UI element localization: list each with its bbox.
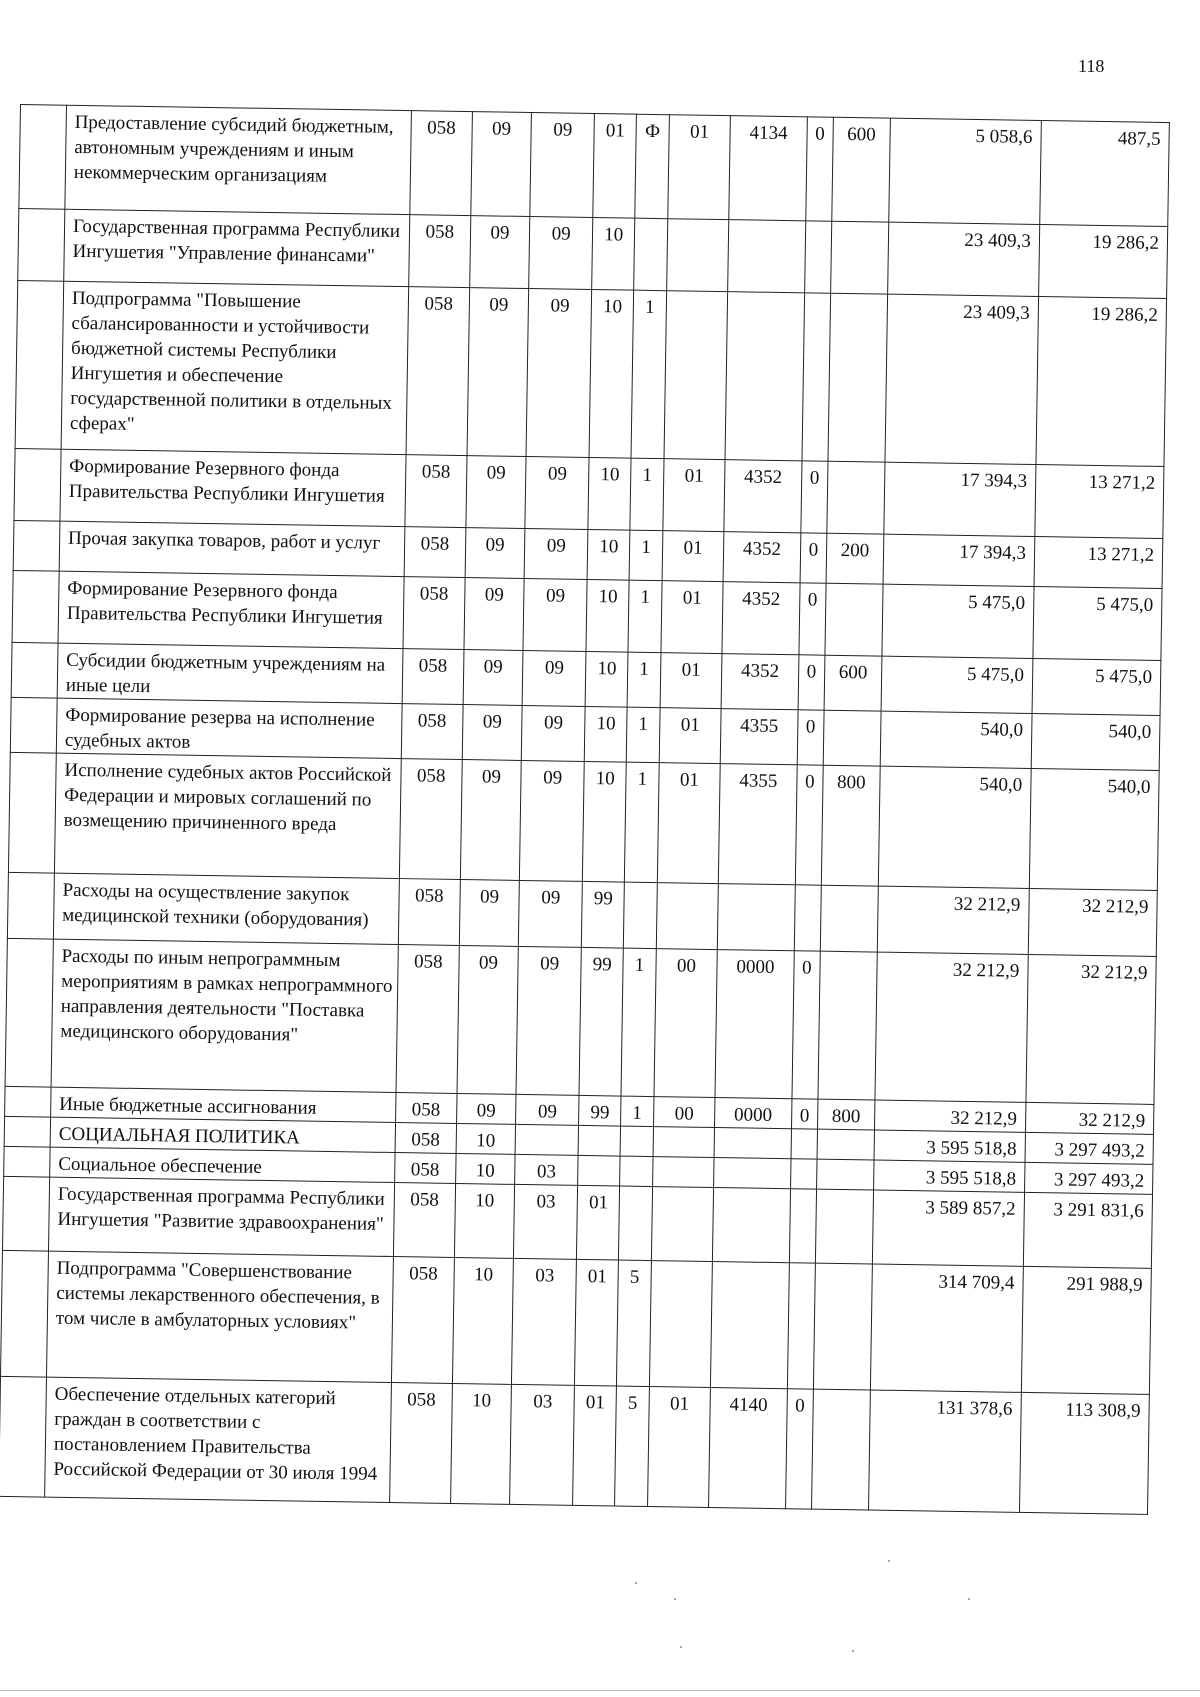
code-subsection: 09 — [516, 946, 582, 1095]
amount-2: 487,5 — [1040, 121, 1170, 227]
code-expense-type — [827, 461, 885, 534]
code-section: 09 — [457, 946, 518, 1095]
row-name: Социальное обеспечение — [50, 1147, 395, 1182]
code-expense-type: 200 — [826, 533, 884, 584]
code-digit: 0 — [785, 1389, 813, 1509]
code-ministry: 058 — [409, 111, 472, 216]
code-program: 10 — [592, 218, 635, 291]
amount-2: 13 271,2 — [1034, 536, 1163, 588]
code-main-activity — [656, 883, 718, 950]
code-program: 10 — [585, 706, 627, 762]
indent-cell — [4, 1146, 50, 1177]
code-expense-type — [823, 710, 881, 766]
amount-1: 17 394,3 — [884, 462, 1036, 536]
amount-2: 3 297 493,2 — [1025, 1132, 1154, 1164]
indent-cell — [4, 1116, 50, 1147]
code-program: 01 — [573, 1385, 616, 1506]
code-expense-type — [831, 221, 889, 294]
scan-speck — [968, 1598, 970, 1600]
code-subsection: 09 — [516, 1094, 580, 1125]
code-section: 09 — [466, 456, 526, 529]
code-main-activity: 01 — [659, 708, 721, 764]
indent-cell — [2, 1176, 49, 1251]
code-direction: 4355 — [720, 709, 797, 765]
indent-cell — [11, 642, 58, 698]
code-expense-type: 800 — [817, 1099, 874, 1130]
row-name: Расходы на осуществление закупок медицинской техники (оборудования) — [53, 873, 399, 944]
code-direction: 4140 — [709, 1388, 787, 1509]
code-expense-type — [828, 293, 888, 462]
code-section: 10 — [450, 1383, 511, 1504]
code-direction: 4352 — [722, 582, 800, 655]
row-name: Обеспечение отдельных категорий граждан в соответствии с постановлением Правительства Российской Федерации от 30 июля 1994 — [45, 1377, 392, 1502]
amount-2: 19 286,2 — [1036, 297, 1167, 467]
code-ministry: 058 — [403, 577, 465, 650]
amount-2: 5 475,0 — [1032, 658, 1161, 715]
row-name: Прочая закупка товаров, работ и услуг — [59, 521, 404, 576]
code-subsection: 09 — [518, 880, 582, 947]
code-subsection: 03 — [515, 1154, 579, 1185]
budget-table — [0, 104, 1170, 1515]
code-main-activity: 01 — [647, 1387, 710, 1508]
code-direction — [714, 1128, 791, 1159]
amount-1: 17 394,3 — [883, 534, 1035, 586]
code-digit — [790, 1159, 817, 1189]
code-subsection: 09 — [519, 760, 584, 881]
row-name: Формирование Резервного фонда Правительства Республики Ингушетия — [60, 449, 406, 526]
code-subsection: 03 — [510, 1384, 575, 1505]
code-subsection: 09 — [524, 528, 588, 579]
amount-1: 23 409,3 — [885, 294, 1039, 464]
table-row — [15, 280, 1166, 466]
table-body — [0, 105, 1169, 1515]
code-direction — [711, 1262, 790, 1389]
code-ministry: 058 — [391, 1257, 454, 1384]
amount-2: 113 308,9 — [1019, 1392, 1149, 1514]
code-expense-type — [817, 1159, 874, 1190]
code-direction — [713, 1188, 791, 1263]
code-subprogram — [618, 1186, 652, 1261]
amount-2: 3 291 831,6 — [1023, 1192, 1152, 1268]
code-subsection: 09 — [525, 456, 590, 529]
code-program — [578, 1155, 620, 1186]
code-main-activity: 01 — [668, 115, 731, 220]
code-direction: 4352 — [721, 654, 798, 710]
code-subprogram: 1 — [630, 458, 664, 531]
code-direction: 0000 — [715, 1098, 792, 1129]
code-main-activity: 01 — [657, 763, 720, 884]
code-program: 10 — [589, 290, 633, 459]
code-direction: 4352 — [724, 460, 802, 533]
amount-1: 3 589 857,2 — [872, 1190, 1024, 1266]
amount-2: 5 475,0 — [1033, 586, 1162, 660]
amount-1: 32 212,9 — [875, 952, 1028, 1102]
code-main-activity — [666, 219, 728, 292]
code-section: 09 — [471, 112, 532, 217]
code-program: 01 — [575, 1259, 619, 1386]
code-expense-type — [815, 1189, 873, 1264]
code-program: 99 — [582, 881, 625, 948]
code-direction: 4134 — [729, 116, 807, 221]
row-name: Формирование резерва на исполнение судебных актов — [56, 698, 402, 758]
amount-1: 32 212,9 — [877, 886, 1029, 954]
code-subprogram: 1 — [631, 290, 666, 458]
indent-cell — [8, 752, 56, 873]
amount-1: 3 595 518,8 — [873, 1160, 1024, 1192]
code-ministry: 058 — [396, 945, 460, 1094]
row-name: Исполнение судебных актов Российской Федерации и мировых соглашений по возмещению причиненного вреда — [54, 753, 401, 878]
row-name: Субсидии бюджетным учреждениям на иные цели — [57, 643, 403, 703]
amount-2: 540,0 — [1031, 713, 1160, 770]
code-expense-type: 600 — [832, 117, 891, 222]
amount-1: 314 709,4 — [870, 1264, 1023, 1392]
code-subsection: 09 — [521, 705, 585, 761]
amount-1: 5 475,0 — [881, 656, 1033, 713]
code-program: 99 — [579, 1095, 621, 1126]
code-main-activity — [651, 1187, 713, 1262]
code-expense-type — [825, 583, 883, 656]
code-digit: 0 — [795, 765, 823, 885]
code-ministry: 058 — [399, 759, 462, 880]
code-program: 01 — [577, 1185, 620, 1260]
row-name: СОЦИАЛЬНАЯ ПОЛИТИКА — [50, 1117, 395, 1152]
code-subprogram: 1 — [627, 652, 661, 708]
indent-cell — [5, 938, 53, 1087]
indent-cell — [7, 872, 54, 939]
amount-2: 13 271,2 — [1035, 465, 1164, 539]
code-digit: 0 — [797, 710, 824, 765]
code-program: 10 — [583, 761, 626, 882]
code-direction — [728, 220, 806, 293]
code-section: 09 — [459, 880, 519, 947]
code-subsection: 09 — [530, 113, 595, 218]
code-main-activity: 00 — [654, 949, 718, 1098]
row-name: Расходы по иным непрограммным мероприятиям в рамках непрограммного направления деятельности "Поставка медицинского оборудования" — [51, 939, 398, 1092]
code-subprogram: 5 — [616, 1260, 651, 1387]
code-ministry: 058 — [404, 527, 466, 578]
code-section: 10 — [454, 1183, 514, 1258]
indent-cell — [18, 208, 65, 281]
scan-speck — [888, 1560, 890, 1562]
code-digit: 0 — [800, 533, 827, 583]
code-digit: 0 — [799, 583, 826, 655]
code-section: 09 — [465, 528, 525, 579]
code-main-activity: 01 — [660, 653, 722, 709]
table-row — [8, 752, 1159, 890]
code-subsection: 09 — [529, 217, 594, 290]
code-digit — [794, 885, 821, 951]
amount-2: 32 212,9 — [1028, 888, 1157, 956]
code-subprogram: 1 — [621, 948, 656, 1096]
amount-2: 3 297 493,2 — [1024, 1162, 1153, 1194]
code-digit — [802, 293, 831, 461]
code-expense-type — [820, 885, 878, 952]
amount-1: 131 378,6 — [868, 1390, 1021, 1512]
code-program: 10 — [588, 457, 631, 530]
indent-cell — [14, 448, 61, 521]
code-ministry: 058 — [395, 1123, 457, 1154]
code-ministry: 058 — [393, 1183, 455, 1258]
code-section: 10 — [452, 1257, 513, 1384]
code-direction: 4355 — [718, 764, 796, 885]
code-digit — [787, 1263, 815, 1389]
amount-1: 3 595 518,8 — [874, 1130, 1025, 1162]
code-subprogram: 1 — [629, 530, 663, 581]
table-row — [19, 105, 1169, 227]
code-subsection — [515, 1124, 579, 1155]
code-subprogram — [620, 1156, 653, 1187]
code-subsection: 03 — [513, 1184, 578, 1259]
scan-speck — [674, 1598, 676, 1600]
row-name: Предоставление субсидий бюджетным, автономным учреждениям и иным некоммерческим организациям — [65, 105, 411, 214]
code-digit — [789, 1189, 816, 1263]
code-subprogram: 1 — [621, 1096, 654, 1127]
code-ministry: 058 — [406, 287, 470, 456]
page-number: 118 — [1078, 56, 1105, 76]
code-expense-type: 600 — [824, 655, 882, 711]
code-subsection: 09 — [523, 578, 588, 651]
code-main-activity — [653, 1127, 715, 1158]
code-subsection: 09 — [522, 650, 586, 706]
code-program: 01 — [593, 114, 636, 219]
code-section: 09 — [463, 650, 523, 706]
amount-2: 32 212,9 — [1026, 954, 1156, 1104]
code-main-activity — [652, 1157, 714, 1188]
code-subprogram — [634, 218, 668, 291]
code-expense-type — [818, 951, 877, 1100]
amount-1: 540,0 — [878, 766, 1031, 888]
code-ministry: 058 — [405, 455, 467, 528]
code-program: 10 — [586, 579, 629, 652]
amount-2: 32 212,9 — [1025, 1102, 1154, 1134]
code-subsection: 09 — [526, 289, 592, 458]
code-program: 10 — [586, 651, 628, 707]
amount-1: 32 212,9 — [874, 1100, 1025, 1132]
row-name: Формирование Резервного фонда Правительства Республики Ингушетия — [58, 571, 404, 648]
code-main-activity: 01 — [661, 581, 723, 654]
code-expense-type — [817, 1129, 874, 1160]
code-ministry: 058 — [408, 215, 470, 288]
amount-2: 540,0 — [1029, 768, 1159, 890]
code-digit: 0 — [805, 117, 833, 221]
code-direction — [714, 1158, 791, 1189]
amount-2: 291 988,9 — [1021, 1266, 1151, 1394]
code-digit — [804, 221, 831, 293]
code-direction — [725, 292, 804, 461]
code-section: 09 — [462, 705, 522, 761]
code-main-activity — [649, 1261, 712, 1388]
code-expense-type: 800 — [821, 765, 880, 886]
code-subprogram — [620, 1126, 653, 1157]
row-name: Государственная программа Республики Ингушетия "Развитие здравоохранения" — [48, 1177, 394, 1256]
scan-speck — [680, 1646, 682, 1648]
code-subprogram: 1 — [628, 580, 662, 653]
indent-cell — [5, 1086, 51, 1117]
code-section: 10 — [456, 1123, 516, 1154]
code-main-activity — [664, 291, 728, 460]
indent-cell — [15, 280, 64, 449]
code-main-activity: 00 — [653, 1097, 715, 1128]
code-digit — [791, 1129, 818, 1159]
code-section: 09 — [456, 1093, 516, 1124]
code-expense-type — [813, 1263, 872, 1390]
code-digit: 0 — [798, 655, 825, 710]
table-row — [5, 938, 1156, 1104]
row-name: Государственная программа Республики Ингушетия "Управление финансами" — [64, 209, 410, 286]
table-row — [0, 1376, 1149, 1514]
code-digit: 0 — [801, 461, 828, 533]
row-name: Подпрограмма "Совершенствование системы лекарственного обеспечения, в том числе в амбулаторных условиях" — [46, 1251, 393, 1382]
scan-speck — [635, 1582, 637, 1584]
row-name: Подпрограмма "Повышение сбалансированности и устойчивости бюджетной системы Республики Ингушетия и обеспечение государственной политики в отдельных сферах" — [61, 281, 408, 454]
code-ministry: 058 — [395, 1093, 457, 1124]
table-row — [1, 1250, 1152, 1394]
indent-cell — [10, 697, 57, 753]
code-ministry: 058 — [398, 879, 460, 946]
code-digit: 0 — [791, 1099, 818, 1129]
code-main-activity: 01 — [663, 459, 725, 532]
amount-1: 5 475,0 — [882, 584, 1034, 658]
indent-cell — [13, 520, 60, 571]
code-main-activity: 01 — [662, 531, 724, 582]
indent-cell — [12, 570, 59, 643]
code-program — [578, 1125, 620, 1156]
code-section: 09 — [467, 288, 529, 457]
code-ministry: 058 — [401, 704, 463, 760]
amount-1: 23 409,3 — [887, 222, 1039, 296]
code-digit: 0 — [792, 951, 821, 1099]
scan-speck — [852, 1650, 854, 1652]
amount-1: 540,0 — [880, 711, 1032, 768]
code-section: 09 — [470, 216, 530, 289]
code-subprogram: Ф — [635, 114, 669, 219]
indent-cell — [1, 1250, 49, 1377]
code-program: 99 — [579, 947, 623, 1096]
code-subprogram — [623, 882, 657, 949]
code-subprogram: 5 — [615, 1386, 650, 1507]
code-subprogram: 1 — [624, 762, 659, 883]
indent-cell — [0, 1376, 46, 1497]
amount-1: 5 058,6 — [889, 118, 1042, 224]
code-program: 10 — [588, 529, 630, 580]
code-ministry: 058 — [394, 1153, 456, 1184]
code-subsection: 03 — [511, 1258, 576, 1385]
indent-cell — [19, 105, 67, 210]
code-direction — [717, 884, 795, 951]
code-section: 09 — [460, 760, 521, 881]
code-ministry: 058 — [389, 1382, 452, 1503]
scan-edge-line — [0, 1690, 1200, 1691]
code-section: 10 — [456, 1153, 516, 1184]
code-direction: 4352 — [723, 532, 800, 583]
row-name: Иные бюджетные ассигнования — [51, 1087, 396, 1122]
code-ministry: 058 — [402, 649, 464, 705]
amount-2: 19 286,2 — [1038, 225, 1167, 299]
code-expense-type — [811, 1389, 870, 1510]
code-subprogram: 1 — [626, 707, 660, 763]
code-direction: 0000 — [715, 950, 794, 1099]
code-section: 09 — [464, 578, 524, 651]
